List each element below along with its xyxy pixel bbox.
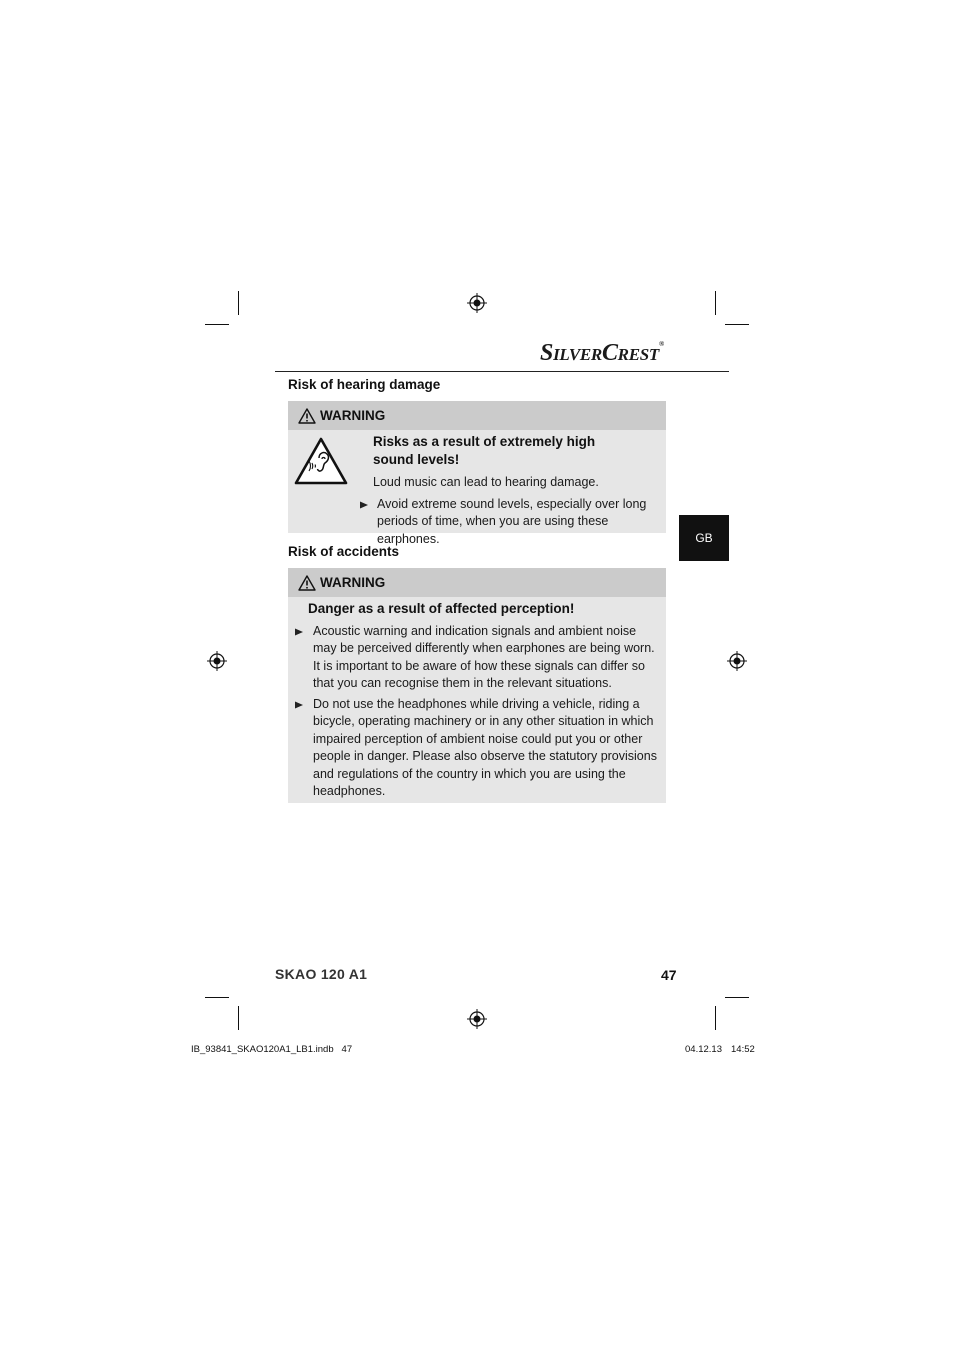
bullet-arrow-icon	[359, 500, 369, 510]
warning-box-accidents	[288, 568, 666, 803]
registration-mark-icon	[727, 651, 747, 671]
registration-mark-icon	[207, 651, 227, 671]
crop-mark	[715, 291, 716, 315]
crop-mark	[715, 1006, 716, 1030]
warning-triangle-icon	[298, 575, 316, 591]
slug-date: 04.12.13	[685, 1044, 722, 1055]
brand-logo: SILVERCREST®	[540, 340, 664, 366]
warning-box-hearing	[288, 401, 666, 546]
warning-label: WARNING	[320, 408, 386, 423]
slug-time: 14:52	[731, 1044, 755, 1055]
crop-mark	[238, 291, 239, 315]
registration-mark-icon	[467, 293, 487, 313]
section-title-accidents: Risk of accidents	[288, 544, 400, 559]
warning-header	[288, 568, 666, 597]
bullet-arrow-icon	[294, 627, 304, 637]
list-item: Acoustic warning and indication signals and ambient noise may be perceived differently when earphones are being worn. It is important to be aware of how these signals can differ so that you can recognise them in the relevant situations.	[313, 624, 655, 691]
warning-heading-line: sound levels!	[373, 452, 460, 467]
warning-heading-line: Risks as a result of extremely high	[373, 434, 596, 449]
crop-mark	[238, 1006, 239, 1030]
bullet-arrow-icon	[294, 700, 304, 710]
slug-filename: IB_93841_SKAO120A1_LB1.indb 47	[191, 1044, 353, 1055]
warning-triangle-icon	[298, 408, 316, 424]
model-number: SKAO 120 A1	[275, 966, 368, 982]
warning-label: WARNING	[320, 575, 386, 590]
warning-intro-text: Loud music can lead to hearing damage.	[373, 475, 599, 489]
header-rule	[275, 371, 729, 372]
section-title-hearing: Risk of hearing damage	[288, 377, 441, 392]
language-tab: GB	[679, 515, 729, 561]
page-number: 47	[661, 967, 677, 983]
crop-mark	[725, 997, 749, 998]
list-item: Do not use the headphones while driving a vehicle, riding a bicycle, operating machinery or in any other situation in which impaired perception of ambient noise could put you or other people in danger. Please also observe the statutory provisions and regulations of the country in which you are using the headphones.	[313, 697, 657, 799]
warning-heading: Danger as a result of affected perception!	[308, 601, 575, 616]
crop-mark	[725, 324, 749, 325]
crop-mark	[205, 324, 229, 325]
hearing-damage-icon	[293, 436, 349, 486]
list-item: Avoid extreme sound levels, especially over long periods of time, when you are using these earphones.	[377, 497, 647, 546]
warning-header	[288, 401, 666, 430]
registration-mark-icon	[467, 1009, 487, 1029]
crop-mark	[205, 997, 229, 998]
